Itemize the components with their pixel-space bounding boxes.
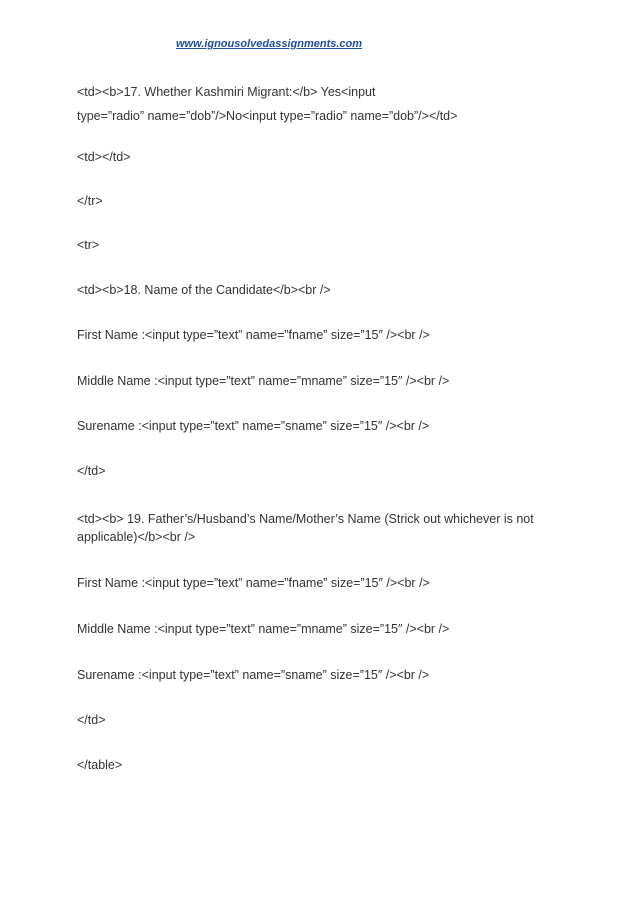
- code-line-17-part2: type=”radio” name=”dob”/>No<input type=”radio” name=”dob”/></td>: [77, 109, 458, 123]
- code-line-close-table: </table>: [77, 758, 123, 772]
- code-line-19-first-name: First Name :<input type=”text” name=”fname” size=”15″ /><br />: [77, 576, 430, 590]
- header-site-link[interactable]: www.ignousolvedassignments.com: [176, 38, 363, 50]
- code-line-17-part1: <td><b>17. Whether Kashmiri Migrant:</b> Yes<input: [77, 85, 376, 99]
- code-line-19-heading-part2: applicable)</b><br />: [77, 530, 196, 544]
- code-line-19-close-td: </td>: [77, 713, 106, 727]
- code-line-18-middle-name: Middle Name :<input type=”text” name=”mname” size=”15″ /><br />: [77, 374, 450, 388]
- code-line-18-heading: <td><b>18. Name of the Candidate</b><br />: [77, 283, 331, 297]
- code-line-19-surename: Surename :<input type=”text” name=”sname” size=”15″ /><br />: [77, 668, 430, 682]
- code-line-empty-td: <td></td>: [77, 150, 131, 164]
- code-line-18-close-td: </td>: [77, 464, 106, 478]
- code-line-close-tr: </tr>: [77, 194, 103, 208]
- code-line-open-tr: <tr>: [77, 238, 100, 252]
- code-line-19-middle-name: Middle Name :<input type=”text” name=”mname” size=”15″ /><br />: [77, 622, 450, 636]
- code-line-18-surename: Surename :<input type=”text” name=”sname” size=”15″ /><br />: [77, 419, 430, 433]
- code-line-19-heading-part1: <td><b> 19. Father’s/Husband’s Name/Mother’s Name (Strick out whichever is not: [77, 512, 534, 526]
- code-line-18-first-name: First Name :<input type=”text” name=”fname” size=”15″ /><br />: [77, 328, 430, 342]
